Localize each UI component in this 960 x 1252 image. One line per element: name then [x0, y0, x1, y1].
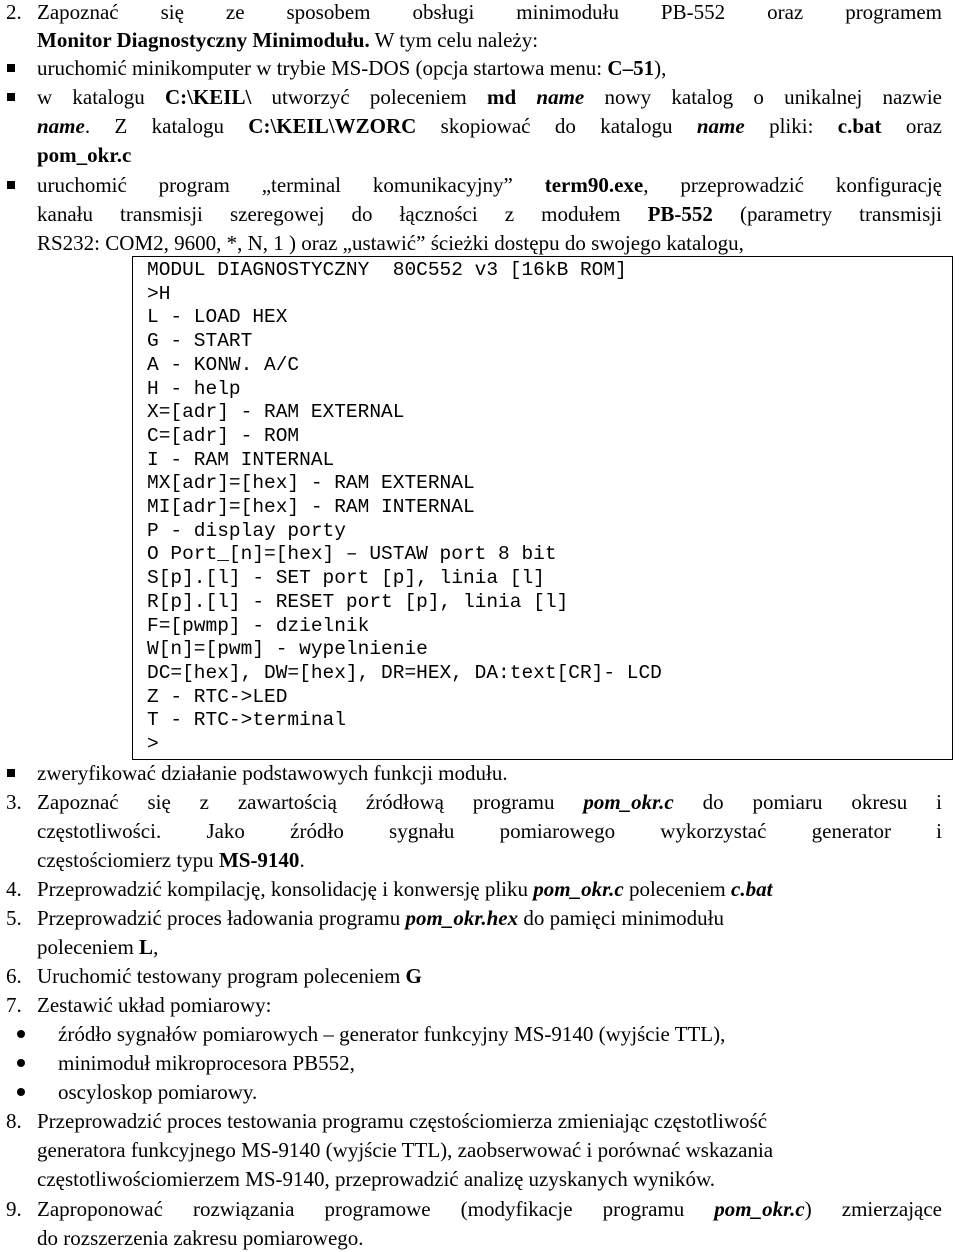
item3-line2: częstotliwości. Jako źródło sygnału pomiarowego wykorzystać generator i — [37, 819, 942, 843]
item2-line2 — [37, 27, 538, 53]
text-bold-italic: c.bat — [731, 877, 773, 901]
terminal-line: L - LOAD HEX — [147, 306, 288, 329]
text: kanału transmisji szeregowej do łączności z modułem — [37, 202, 648, 226]
text: nowy katalog o unikalnej nazwie — [584, 85, 943, 109]
terminal-line: MI[adr]=[hex] - RAM INTERNAL — [147, 496, 475, 518]
text-bold-italic: pom_okr.hex — [405, 906, 519, 930]
terminal-line: >H — [147, 282, 171, 305]
terminal-output-box — [132, 256, 953, 760]
text: ), — [654, 56, 667, 80]
terminal-line: T - RTC->terminal — [147, 709, 346, 732]
text: w katalogu — [37, 85, 165, 109]
item-number: 7. — [6, 993, 22, 1017]
terminal-line: MX[adr]=[hex] - RAM EXTERNAL — [147, 472, 475, 495]
text: . Z katalogu — [84, 114, 249, 138]
text-bold-italic: name — [536, 85, 585, 109]
bullet-text-cont — [37, 201, 942, 227]
text: poleceniem — [37, 935, 140, 959]
text-bold: PB-552 — [647, 202, 713, 226]
list-item: oscyloskop pomiarowy. — [58, 1080, 258, 1104]
item7-line1: Zestawić układ pomiarowy: — [37, 993, 272, 1017]
bullet-text — [37, 172, 942, 198]
text: uruchomić minikomputer w trybie MS-DOS (opcja startowa menu: — [37, 56, 608, 80]
bullet-text-cont — [37, 113, 942, 139]
square-bullet-icon — [7, 181, 15, 189]
text: , przeprowadzić konfigurację — [643, 173, 942, 197]
item5-line1 — [37, 905, 724, 931]
text-bold-italic: name — [37, 114, 85, 138]
text: skopiować do katalogu — [416, 114, 697, 138]
item-number: 2. — [6, 0, 22, 24]
text-bold: L — [139, 935, 154, 959]
item3-line1 — [37, 789, 942, 815]
item6-line1 — [37, 963, 422, 989]
text-bold-italic: pom_okr.c — [533, 877, 624, 901]
terminal-line: R[p].[l] - RESET port [p], linia [l] — [147, 590, 569, 613]
round-bullet-icon — [17, 1059, 25, 1067]
text: Uruchomić testowany program poleceniem — [37, 964, 406, 988]
text-bold: C:\KEIL\ — [164, 85, 252, 109]
text: . — [299, 848, 305, 872]
text: uruchomić program „terminal komunikacyjny” — [37, 173, 545, 197]
terminal-line: MODUL DIAGNOSTYCZNY 80C552 v3 [16kB ROM] — [147, 259, 627, 281]
item9-line1 — [37, 1196, 942, 1222]
text: utworzyć poleceniem — [251, 85, 487, 109]
list-item: źródło sygnałów pomiarowych – generator funkcyjny MS-9140 (wyjście TTL), — [58, 1022, 726, 1046]
round-bullet-icon — [17, 1030, 25, 1038]
item8-line3: częstotliwościomierzem MS-9140, przeprowadzić analizę uzyskanych wyników. — [37, 1167, 715, 1191]
text-bold: C–51 — [607, 56, 655, 80]
bullet-text — [37, 55, 666, 81]
text-bold: pom_okr.c — [37, 143, 132, 167]
item9-line2: do rozszerzenia zakresu pomiarowego. — [37, 1226, 364, 1250]
square-bullet-icon — [7, 769, 15, 777]
text: do pomiaru okresu i — [673, 790, 943, 814]
text: Zaproponować rozwiązania programowe (modyfikacje programu — [37, 1197, 715, 1221]
text-bold-italic: pom_okr.c — [714, 1197, 805, 1221]
text-bold: C:\KEIL\WZORC — [248, 114, 417, 138]
bullet-text-cont — [37, 142, 131, 168]
text: oraz — [881, 114, 943, 138]
text: (parametry transmisji — [712, 202, 942, 226]
text-bold-italic: name — [696, 114, 745, 138]
terminal-line: A - KONW. A/C — [147, 353, 300, 376]
terminal-line: O Port_[n]=[hex] – USTAW port 8 bit — [147, 543, 557, 566]
text: pliki: — [744, 114, 838, 138]
item-number: 6. — [6, 964, 22, 988]
text: Przeprowadzić proces ładowania programu — [37, 906, 406, 930]
terminal-line: > — [147, 733, 159, 755]
text: ) zmierzające — [804, 1197, 942, 1221]
item3-line3 — [37, 847, 305, 873]
terminal-line: X=[adr] - RAM EXTERNAL — [147, 401, 405, 424]
terminal-line: H - help — [147, 377, 241, 400]
terminal-line: I - RAM INTERNAL — [147, 448, 335, 471]
item5-line2 — [37, 934, 158, 960]
text-bold: term90.exe — [544, 173, 644, 197]
round-bullet-icon — [17, 1088, 25, 1096]
text-bold: md — [486, 85, 517, 109]
text: poleceniem — [623, 877, 731, 901]
terminal-line: Z - RTC->LED — [147, 685, 288, 708]
program-name: Monitor Diagnostyczny Minimodułu. — [37, 28, 370, 52]
text-bold: G — [405, 964, 422, 988]
text: częstościomierz typu — [37, 848, 219, 872]
text: Przeprowadzić kompilację, konsolidację i konwersję pliku — [37, 877, 534, 901]
item-number: 9. — [6, 1197, 22, 1221]
text: Zapoznać się z zawartością źródłową programu — [37, 790, 584, 814]
square-bullet-icon — [7, 93, 15, 101]
item2-line1: Zapoznać się ze sposobem obsługi minimodułu PB-552 oraz programem — [37, 0, 942, 24]
terminal-line: DC=[hex], DW=[hex], DR=HEX, DA:text[CR]- LCD — [147, 661, 662, 684]
terminal-line: P - display porty — [147, 519, 346, 542]
item-number: 5. — [6, 906, 22, 930]
item-number: 4. — [6, 877, 22, 901]
text-bold: c.bat — [837, 114, 882, 138]
terminal-line: F=[pwmp] - dzielnik — [147, 614, 370, 637]
item8-line1: Przeprowadzić proces testowania programu częstościomierza zmieniając częstotliwość — [37, 1109, 768, 1133]
bullet-text — [37, 84, 942, 110]
text: do pamięci minimodułu — [518, 906, 725, 930]
square-bullet-icon — [7, 64, 15, 72]
item-number: 3. — [6, 790, 22, 814]
text-bold: MS-9140 — [218, 848, 300, 872]
bullet-text-cont: RS232: COM2, 9600, *, N, 1 ) oraz „ustawić” ścieżki dostępu do swojego katalogu, — [37, 231, 744, 255]
item-number: 8. — [6, 1109, 22, 1133]
text: , — [153, 935, 159, 959]
list-item: minimoduł mikroprocesora PB552, — [58, 1051, 355, 1075]
text: W tym celu należy: — [369, 28, 539, 52]
bullet-text: zweryfikować działanie podstawowych funkcji modułu. — [37, 761, 508, 785]
terminal-line: C=[adr] - ROM — [147, 424, 300, 447]
item4-line1 — [37, 876, 772, 902]
item8-line2: generatora funkcyjnego MS-9140 (wyjście TTL), zaobserwować i porównać wskazania — [37, 1138, 774, 1162]
text-bold-italic: pom_okr.c — [583, 790, 674, 814]
terminal-line: W[n]=[pwm] - wypelnienie — [147, 638, 428, 661]
terminal-line: S[p].[l] - SET port [p], linia [l] — [147, 567, 545, 590]
terminal-line: G - START — [147, 330, 253, 353]
